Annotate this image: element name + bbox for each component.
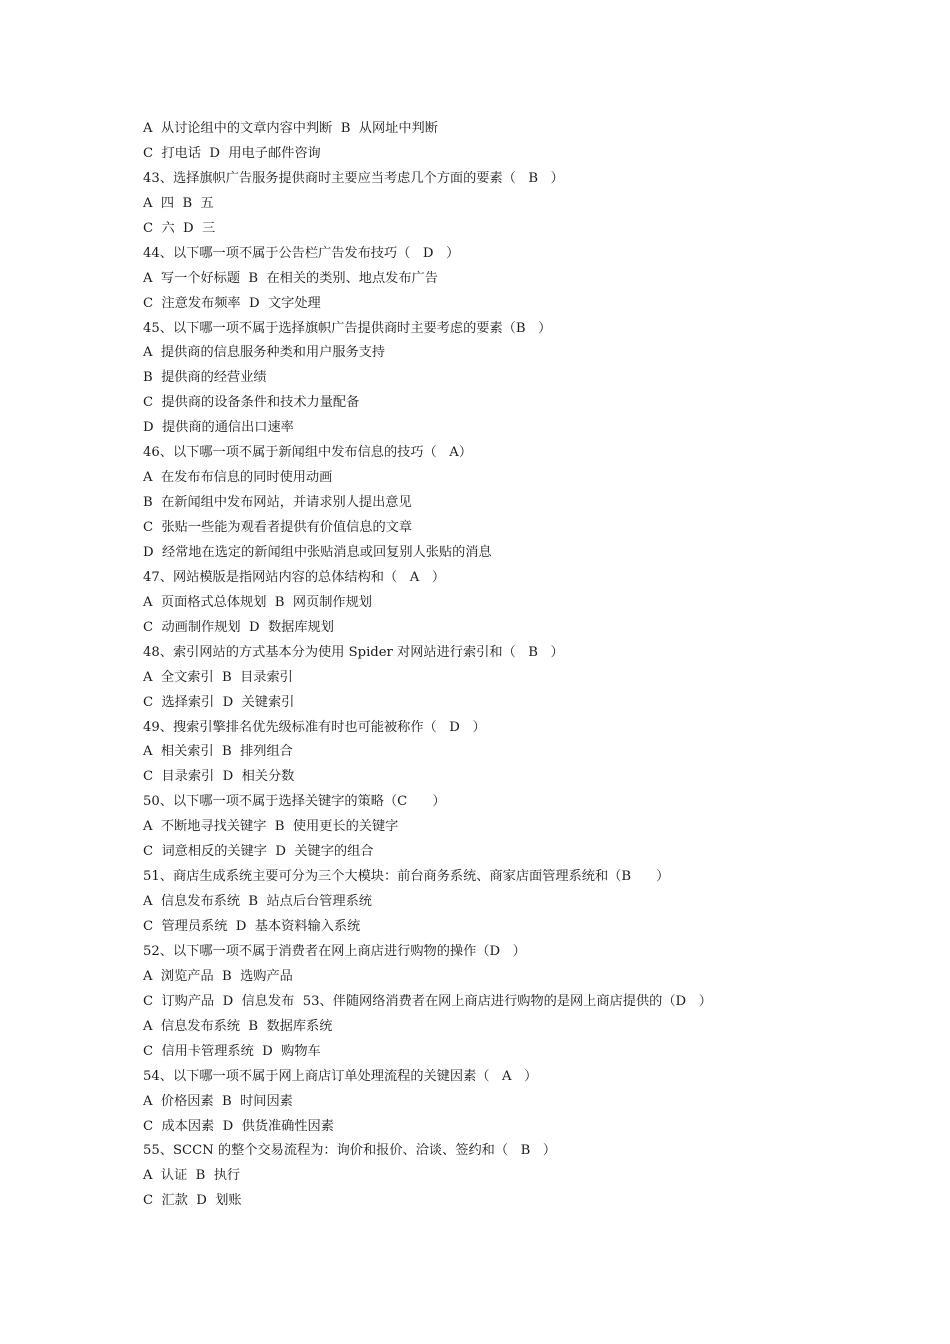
question-line: 50、以下哪一项不属于选择关键字的策略（C ）: [143, 794, 446, 810]
text-line: C 打电话 D 用电子邮件咨询: [143, 145, 321, 161]
text-line: A 信息发布系统 B 数据库系统: [143, 1018, 333, 1034]
text-line: C 成本因素 D 供货准确性因素: [143, 1118, 334, 1134]
question-line: 46、以下哪一项不属于新闻组中发布信息的技巧（ A）: [143, 445, 473, 461]
text-line: C 动画制作规划 D 数据库规划: [143, 619, 334, 635]
text-line: A 相关索引 B 排列组合: [143, 744, 293, 760]
text-line: A 价格因素 B 时间因素: [143, 1093, 293, 1109]
text-line: C 目录索引 D 相关分数: [143, 769, 295, 785]
text-line: A 页面格式总体规划 B 网页制作规划: [143, 594, 372, 610]
question-line: 44、以下哪一项不属于公告栏广告发布技巧（ D ）: [143, 245, 460, 261]
text-line: A 浏览产品 B 选购产品: [143, 968, 293, 984]
text-line: A 信息发布系统 B 站点后台管理系统: [143, 894, 372, 910]
text-line: A 写一个好标题 B 在相关的类别、地点发布广告: [143, 270, 438, 286]
text-line: C 提供商的设备条件和技术力量配备: [143, 395, 360, 411]
question-line: 51、商店生成系统主要可分为三个大模块：前台商务系统、商家店面管理系统和（B ）: [143, 869, 670, 885]
text-line: D 经常地在选定的新闻组中张贴消息或回复别人张贴的消息: [143, 544, 492, 560]
text-line: A 提供商的信息服务种类和用户服务支持: [143, 345, 386, 361]
text-line: A 四 B 五: [143, 195, 214, 211]
text-line: A 不断地寻找关键字 B 使用更长的关键字: [143, 819, 399, 835]
text-line: C 六 D 三: [143, 220, 216, 236]
text-line: A 全文索引 B 目录索引: [143, 669, 293, 685]
question-line: 48、索引网站的方式基本分为使用 Spider 对网站进行索引和（ B ）: [143, 644, 564, 660]
text-line: C 选择索引 D 关键索引: [143, 694, 295, 710]
text-line: D 提供商的通信出口速率: [143, 420, 294, 436]
text-line: C 管理员系统 D 基本资料输入系统: [143, 919, 361, 934]
text-line: B 在新闻组中发布网站，并请求别人提出意见: [143, 495, 412, 511]
question-line: 49、搜索引擎排名优先级标准有时也可能被称作（ D ）: [143, 719, 486, 735]
text-line: A 从讨论组中的文章内容中判断 B 从网址中判断: [143, 121, 438, 136]
text-line: C 张贴一些能为观看者提供有价值信息的文章: [143, 520, 413, 535]
question-line: 45、以下哪一项不属于选择旗帜广告提供商时主要考虑的要素（B ）: [143, 320, 552, 336]
text-line: A 认证 B 执行: [143, 1168, 241, 1184]
text-line: B 提供商的经营业绩: [143, 370, 267, 386]
text-line: C 汇款 D 划账: [143, 1193, 242, 1209]
text-line: A 在发布布信息的同时使用动画: [143, 470, 333, 486]
question-line: 55、SCCN 的整个交易流程为：询价和报价、洽谈、签约和（ B ）: [143, 1143, 557, 1159]
question-line: 43、选择旗帜广告服务提供商时主要应当考虑几个方面的要素（ B ）: [143, 170, 564, 186]
question-line: 47、网站模版是指网站内容的总体结构和（ A ）: [143, 569, 446, 585]
text-line: C 注意发布频率 D 文字处理: [143, 295, 321, 311]
question-line: 54、以下哪一项不属于网上商店订单处理流程的关键因素（ A ）: [143, 1068, 538, 1084]
text-line: C 信用卡管理系统 D 购物车: [143, 1043, 321, 1059]
text-line: C 词意相反的关键字 D 关键字的组合: [143, 844, 374, 860]
text-line: C 订购产品 D 信息发布 53、伴随网络消费者在网上商店进行购物的是网上商店提供的（D ）: [143, 993, 712, 1009]
question-line: 52、以下哪一项不属于消费者在网上商店进行购物的操作（D ）: [143, 943, 526, 959]
document-page: [143, 117, 913, 1214]
